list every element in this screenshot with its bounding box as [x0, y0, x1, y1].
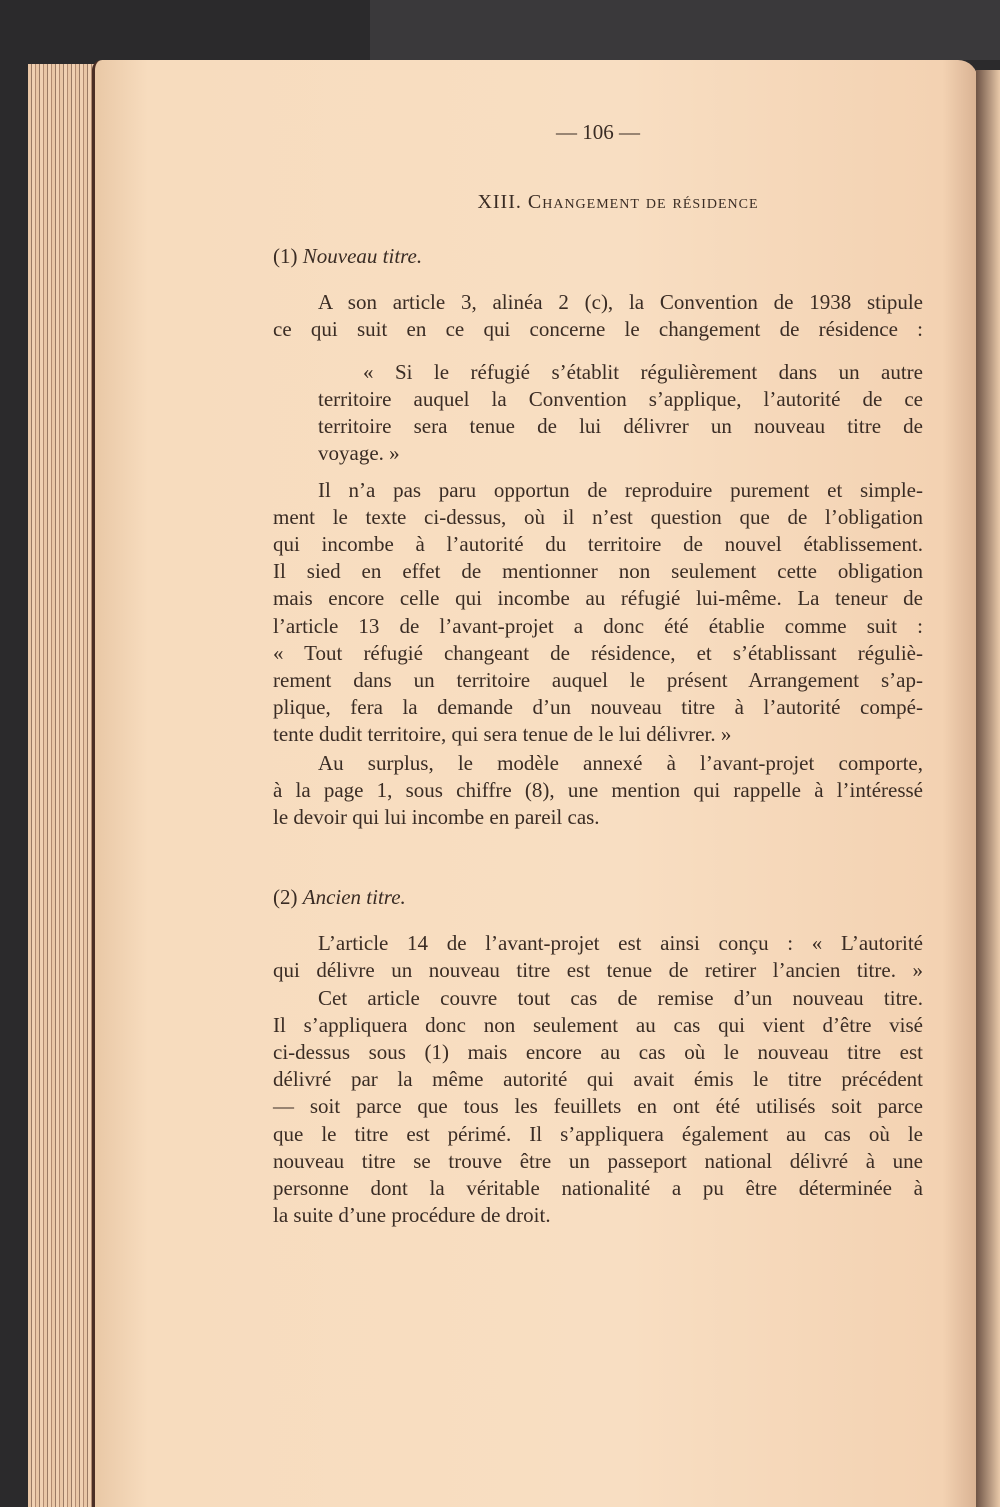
next-page-edge	[976, 70, 1000, 1507]
page-stack-edge	[28, 64, 98, 1507]
text-line: que le titre est périmé. Il s’appliquera également au cas où le	[273, 1121, 923, 1146]
text-line: voyage. »	[318, 441, 400, 466]
text-line: territoire sera tenue de lui délivrer un nouveau titre de	[318, 414, 923, 439]
text-line: nouveau titre se trouve être un passeport national délivré à une	[273, 1148, 923, 1173]
text-line: délivré par la même autorité qui avait émis le titre précédent	[273, 1067, 923, 1092]
text-line: qui délivre un nouveau titre est tenue de retirer l’ancien titre. »	[273, 958, 923, 983]
text-line: le devoir qui lui incombe en pareil cas.	[273, 805, 600, 830]
subsection-title: Nouveau titre.	[302, 244, 423, 268]
text-line: ce qui suit en ce qui concerne le changement de résidence :	[273, 317, 923, 342]
text-line: l’article 13 de l’avant-projet a donc été établie comme suit :	[273, 613, 923, 638]
background	[370, 0, 1000, 60]
text-line: Au surplus, le modèle annexé à l’avant-projet comporte,	[318, 751, 923, 775]
subsection-title: Ancien titre.	[302, 885, 406, 909]
text-line: tente dudit territoire, qui sera tenue de le lui délivrer. »	[273, 721, 732, 746]
text-line: à la page 1, sous chiffre (8), une mention qui rappelle à l’intéressé	[273, 778, 923, 803]
text-line: — soit parce que tous les feuillets en ont été utilisés soit parce	[273, 1094, 923, 1119]
page-number: — 106 —	[556, 120, 640, 144]
text-line: « Tout réfugié changeant de résidence, et s’établissant réguliè-	[273, 640, 923, 665]
text-line: Il sied en effet de mentionner non seulement cette obligation	[273, 559, 923, 584]
subsection-number: (2)	[273, 885, 298, 909]
text-line: Cet article couvre tout cas de remise d’un nouveau titre.	[318, 986, 923, 1010]
text-line: qui incombe à l’autorité du territoire de nouvel établissement.	[273, 532, 923, 557]
subsection-1-heading	[273, 243, 923, 269]
text-line: territoire auquel la Convention s’applique, l’autorité de ce	[318, 387, 923, 412]
subsection-number: (1)	[273, 244, 298, 268]
text-line: mais encore celle qui incombe au réfugié lui-même. La teneur de	[273, 586, 923, 611]
section-title: XIII. Changement de résidence	[477, 191, 759, 213]
text-line: Il s’appliquera donc non seulement au cas qui vient d’être visé	[273, 1013, 923, 1038]
text-line: A son article 3, alinéa 2 (c), la Convention de 1938 stipule	[318, 290, 923, 314]
text-line: ment le texte ci-dessus, où il n’est question que de l’obligation	[273, 505, 923, 530]
text-line: ci-dessus sous (1) mais encore au cas où le nouveau titre est	[273, 1040, 923, 1065]
text-line: plique, fera la demande d’un nouveau titre à l’autorité compé-	[273, 694, 923, 719]
text-line: Il n’a pas paru opportun de reproduire purement et simple-	[318, 478, 923, 502]
text-line: personne dont la véritable nationalité a pu être déterminée à	[273, 1175, 923, 1200]
subsection-2-heading	[273, 884, 923, 910]
text-line: la suite d’une procédure de droit.	[273, 1202, 551, 1227]
text-line: rement dans un territoire auquel le présent Arrangement s’ap-	[273, 667, 923, 692]
text-line: L’article 14 de l’avant-projet est ainsi conçu : « L’autorité	[318, 931, 923, 955]
text-line: « Si le réfugié s’établit régulièrement dans un autre	[363, 360, 923, 384]
